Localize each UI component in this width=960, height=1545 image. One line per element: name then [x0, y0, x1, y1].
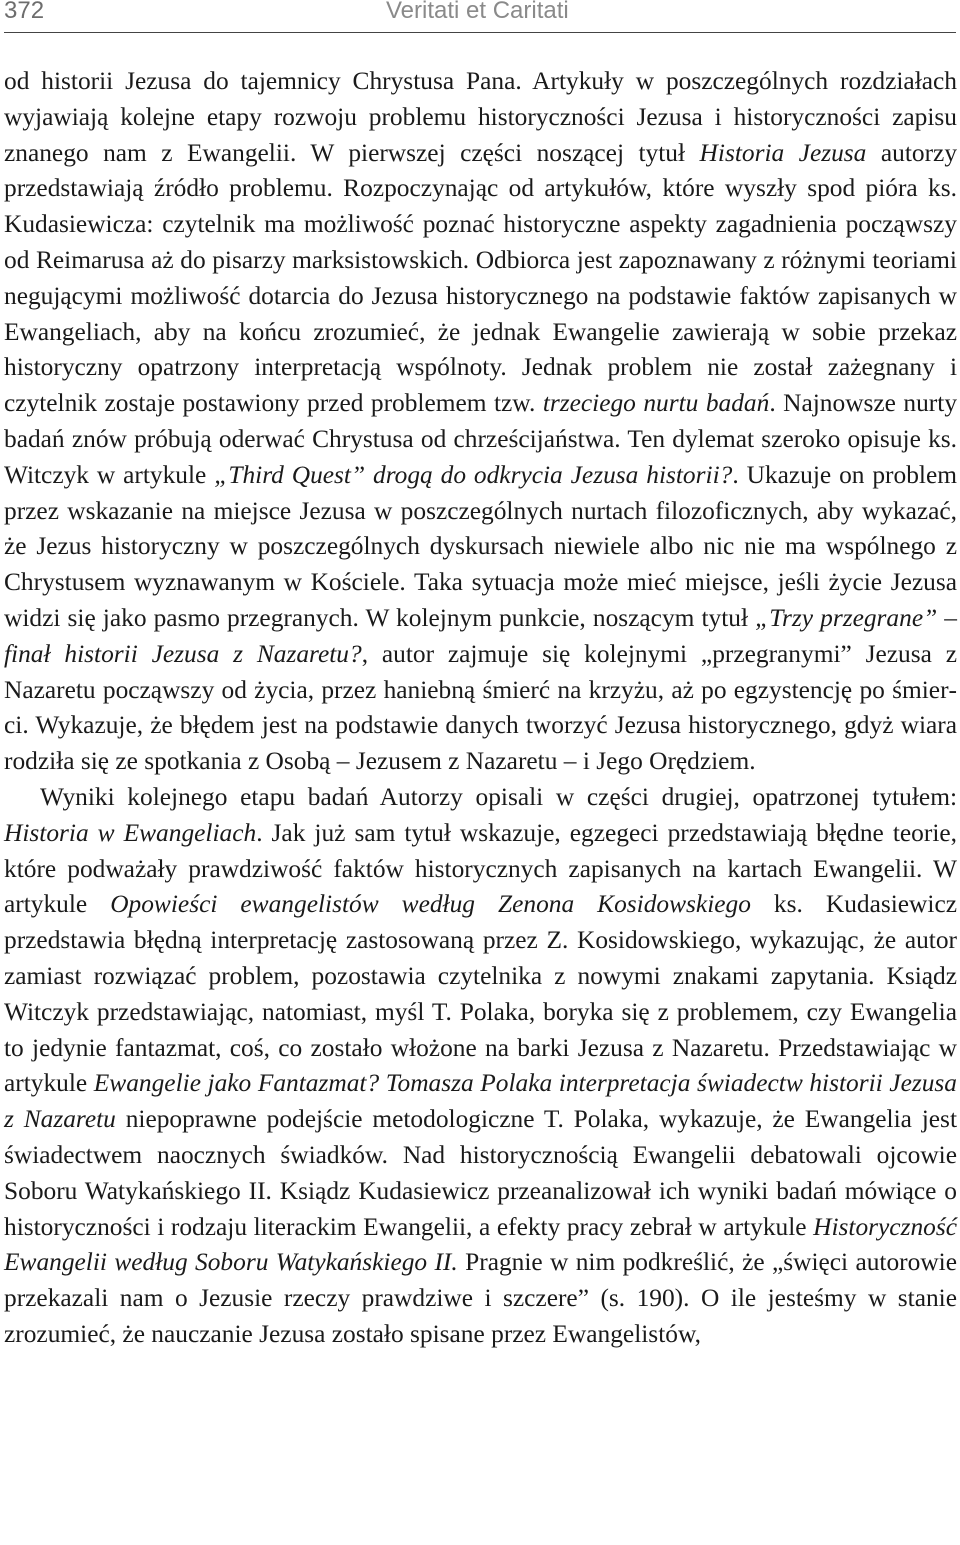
text-run: od historii Jezusa do tajemnicy Chrystusa Pana. Artykuły w poszczególnych rozdziałach wyjawiają kolejne etapy rozwoju problemu historyczności Jezusa i historyczności zapisu znanego nam z Ewangelii. W pierwszej części noszącej tytuł: [4, 67, 957, 167]
page-header: [0, 0, 960, 34]
text-run: Pragnie w nim podkreślić, że „święci autorowie przekazali nam o Jezusie rzeczy prawdziwe i szczere” (s. 190). O ile jesteśmy w stanie zrozumieć, że nauczanie Jezusa zostało spisane przez Ewangelistów,: [4, 1248, 957, 1348]
text-run: niepoprawne podejście metodologiczne T. Polaka, wykazuje, że Ewangelia jest świadectwem naocznych świadków. Nad historycznością Ewangelii debatowali ojcowie Soboru Watykańskiego II. Ksiądz Kudasiewicz przeanalizował ich wyniki badań mówiące o historyczności i rodzaju literackim Ewangelii, a efekty pracy zebrał w artykule: [4, 1105, 957, 1241]
page-number: 372: [4, 0, 45, 24]
text-run: . Ukazuje on problem przez wskazanie na miejsce Jezusa w poszczególnych nurtach filozoficznych, aby wykazać, że Jezus historyczny w poszczególnych dyskursach niewiele albo nic nie ma wspólnego z Chrystusem wyznawanym w Kościele. Taka sytuacja może mieć miejsce, jeśli życie Jezusa widzi się jako pasmo przegranych. W kolejnym punkcie, noszącym tytuł: [4, 460, 957, 632]
italic-title-run: trzeciego nurtu badań: [542, 389, 770, 418]
text-run: . Najnowsze nurty badań znów próbują oderwać Chrystusa od chrześcijaństwa. Ten dylemat szeroko opisuje ks. Witczyk w artykule: [4, 389, 958, 489]
paragraph: [4, 780, 957, 1353]
text-run: , autor zajmuje się kolejnymi „przegranymi” Jezusa z Nazaretu począwszy od życia, przez haniebną śmierć na krzyżu, aż po egzystencję po śmierci. Wykazuje, że błędem jest na podstawie danych tworzyć Jezusa historycznego, gdyż wiara rodziła się ze spotkania z Osobą – Jezusem z Nazaretu – i Jego Orędziem.: [4, 639, 957, 776]
italic-title-run: „Trzy przegrane” – finał historii Jezusa z Nazaretu?: [4, 603, 957, 668]
text-run: . Jak już sam tytuł wskazuje, egzegeci przedstawiają błędne teorie, które podważały prawdziwość faktów historycznych zapisanych na kartach Ewangelii. W artykule: [4, 818, 957, 919]
text-run: autorzy przedstawiają źródło problemu. Rozpoczynając od artykułów, które wyszły spod pióra ks. Kudasiewicza: czytelnik ma możliwość poznać historyczne aspekty zagadnienia począwszy od Reimarusa aż do pisarzy marksistowskich. Odbiorca jest zapoznawany z różnymi teoriami negującymi możliwość dotarcia do Jezusa historycznego na podstawie faktów zapisanych w Ewangeliach, aby na końcu zrozumieć, że jednak Ewangelie zawierają w sobie przekaz historyczny opatrzony interpretacją wspólnoty. Jednak problem nie został zażegnany i czytelnik zostaje postawiony przed problemem tzw.: [4, 138, 958, 418]
text-run: ks. Kudasiewicz przedstawia błędną interpretację zastosowaną przez Z. Kosidowskiego, wykazując, że autor zamiast rozwiązać problem, pozostawia czytelnika z nowymi znakami zapytania. Ksiądz Witczyk przedstawiając, natomiast, myśl T. Polaka, boryka się z problemem, czy Ewangelia to jedynie fantazmat, coś, co zostało włożone na barki Jezusa z Nazaretu. Przedstawiając w artykule: [4, 890, 957, 1098]
italic-title-run: Historia Jezusa: [699, 138, 867, 167]
body-text: [4, 64, 957, 1353]
header-rule: [4, 32, 956, 33]
italic-title-run: Ewangelie jako Fantazmat? Tomasza Polaka interpretacja świadectw historii Jezusa z Nazaretu: [4, 1069, 958, 1134]
paragraph: [4, 64, 957, 780]
italic-title-run: „Third Quest” drogą do odkrycia Jezusa historii?: [214, 460, 733, 489]
running-title: Veritati et Caritati: [386, 0, 569, 24]
italic-title-run: Historia w Ewangeliach: [4, 818, 257, 847]
text-run: Wyniki kolejnego etapu badań Autorzy opisali w części drugiej, opatrzonej tytułem:: [40, 782, 957, 811]
italic-title-run: Opowieści ewangelistów według Zenona Kosidowskiego: [110, 890, 751, 919]
italic-title-run: Historyczność Ewangelii według Soboru Watykańskiego II.: [4, 1212, 957, 1277]
